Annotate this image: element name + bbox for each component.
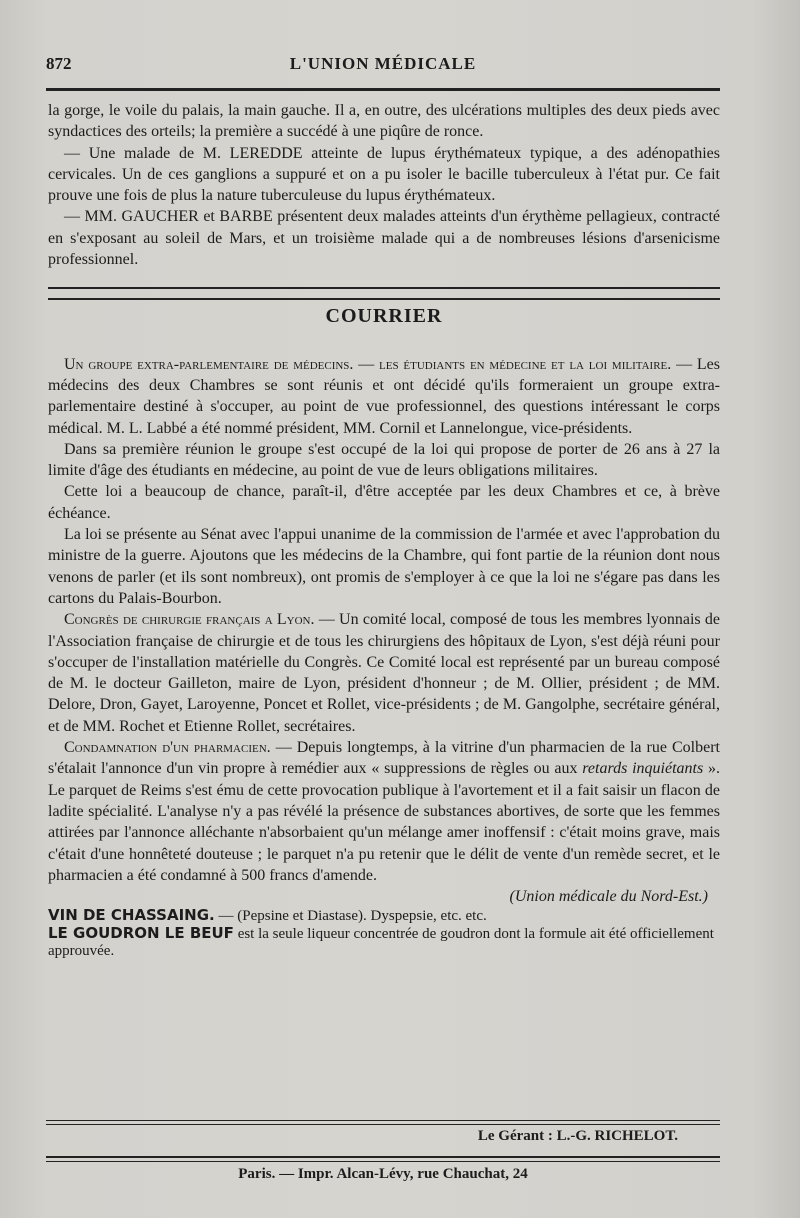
journal-title: L'UNION MÉDICALE [289, 54, 477, 73]
paragraph-leredde: — Une malade de M. LEREDDE atteinte de lupus érythémateux typique, a des adénopathies cervicales. Un de ces ganglions a suppuré et on a pu isoler le bacille tuberculeux à l'état pur. Ce fait prouve une fois de plus la nature tuberculeuse du lupus érythémateux. [48, 144, 720, 205]
section-divider [48, 287, 720, 300]
page-body [48, 100, 720, 960]
paragraph-premiere-reunion: Dans sa première réunion le groupe s'est occupé de la loi qui propose de porter de 26 ans à 27 la limite d'âge des étudiants en médecine, au point de vue de leurs obligations militaires. [48, 440, 720, 480]
paragraph-cette-loi: Cette loi a beaucoup de chance, paraît-il, d'être acceptée par les deux Chambres et ce, à brève échéance. [48, 483, 720, 522]
advertisement-chassaing: VIN DE CHASSAING. — (Pepsine et Diastase). Dyspepsie, etc. etc. [48, 906, 487, 925]
source-citation: (Union médicale du Nord-Est.) [509, 888, 708, 906]
printer-imprint: Paris. — Impr. Alcan-Lévy, rue Chauchat, 24 [238, 1166, 528, 1182]
section-title: COURRIER [325, 305, 443, 328]
paragraph-condamnation: Condamnation d'un pharmacien. — Depuis longtemps, à la vitrine d'un pharmacien de la rue Colbert s'étalait l'annonce d'un vin propre à remédier aux « suppressions de règles ou aux retards inquiétants ». Le parquet de Reims s'est ému de cette provocation publique à l'avortement et il a fait saisir un flacon de ladite spécialité. L'analyse n'y a pas révélé la présence de substances abortives, de sorte que les femmes attirées par l'annonce alléchante n'absorbaient qu'un mélange amer inoffensif : c'était moins grave, mais c'était d'une honnêteté douteuse ; le parquet n'a pu retenir que le délit de vente d'un remède secret, et le pharmacien a été condamné à 500 francs d'amende. [48, 739, 721, 884]
paragraph-congres-lyon: Congrès de chirurgie français a Lyon. — Un comité local, composé de tous les membres lyonnais de l'Association française de chirurgie et de tous les chirurgiens des hôpitaux de Lyon, s'est déjà réuni pour s'occuper de l'installation matérielle du Congrès. Ce Comité local est représenté par un bureau composé de M. le docteur Gailleton, maire de Lyon, président d'honneur ; de M. Ollier, président ; de MM. Delore, Dron, Gayet, Laroyenne, Poncet et Rollet, vice-présidents ; de M. Gangolphe, secrétaire général, et de MM. Rochet et Etienne Rollet, secrétaires. [48, 611, 721, 735]
page-header [46, 48, 720, 88]
advertisement-goudron: LE GOUDRON LE BEUF est la seule liqueur concentrée de goudron dont la formule ait été officiellement approuvée. [48, 924, 714, 960]
article-heading: Un groupe extra-parlementaire de médecins. — les étudiants en médecine et la loi militaire. [64, 355, 672, 373]
article-heading: Congrès de chirurgie français a Lyon. [64, 611, 315, 629]
footer-rule-top [46, 1120, 720, 1125]
gerant-signature: Le Gérant : L.-G. RICHELOT. [477, 1128, 678, 1144]
page-number: 872 [46, 54, 72, 73]
header-rule [46, 88, 720, 91]
footer-rule-bottom [46, 1156, 720, 1162]
paragraph-gaucher-barbe: — MM. GAUCHER et BARBE présentent deux malades atteints d'un érythème pellagieux, contracté en s'exposant au soleil de Mars, et un troisième malade qui a de nombreuses lésions d'arsenicisme professionnel. [48, 208, 720, 269]
paragraph-gorge: la gorge, le voile du palais, la main gauche. Il a, en outre, des ulcérations multiples des deux pieds avec syndactices des orteils; la première a succédé à une piqûre de ronce. [48, 102, 720, 141]
paragraph-groupe-extra-parlementaire: Un groupe extra-parlementaire de médecins. — les étudiants en médecine et la loi militaire. — Les médecins des deux Chambres se sont réunis et ont décidé qu'ils formeraient un groupe extra-parlementaire destiné à s'occuper, au point de vue professionnel, des questions intéressant le corps médical. M. L. Labbé a été nommé président, MM. Cornil et Lannelongue, vice-présidents. [48, 355, 720, 437]
article-heading: Condamnation d'un pharmacien. [64, 739, 271, 757]
paragraph-senat: La loi se présente au Sénat avec l'appui unanime de la commission de l'armée et avec l'approbation du ministre de la guerre. Ajoutons que les médecins de la Chambre, qui font partie de la réunion dont nous venons de parler (et ils sont nombreux), ont promis de s'employer à ce que la loi ne s'égare pas dans les cartons du Palais-Bourbon. [48, 526, 720, 607]
